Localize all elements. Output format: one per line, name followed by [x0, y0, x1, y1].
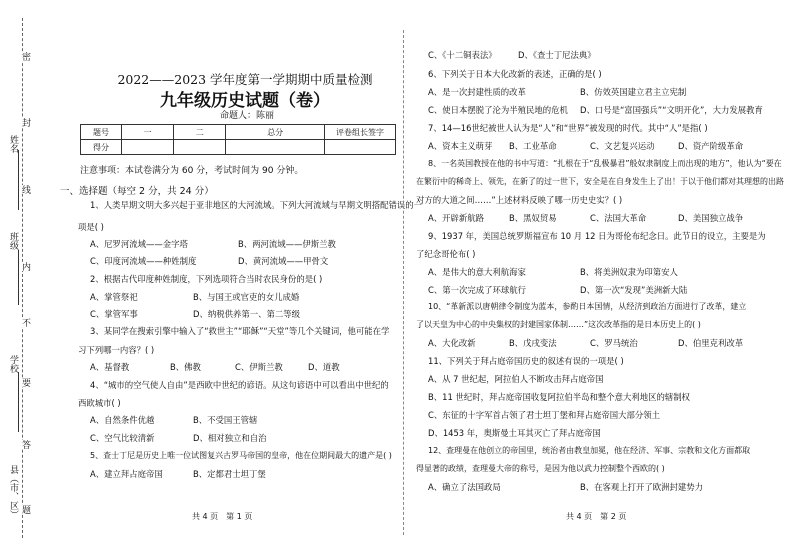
binding-label-school: 学校 — [8, 355, 18, 373]
score-table — [80, 124, 396, 155]
option[interactable]: D、《查士丁尼法典》 — [518, 50, 596, 60]
option[interactable]: A、资本主义萌芽 — [428, 141, 493, 151]
question-stem: 12、查理曼在他创立的帝国里，统治者由教皇加冕，他在经济、军事、宗教和文化方面都取 — [428, 446, 751, 455]
option[interactable]: B、11 世纪时，拜占庭帝国收复阿拉伯半岛和整个意大利地区的辖制权 — [428, 392, 690, 402]
page-footer: 共 4 页 第 1 页 — [192, 512, 253, 521]
option[interactable]: C、东征的十字军首占领了君士坦丁堡和拜占庭帝国大部分领土 — [428, 410, 660, 420]
option[interactable]: B、戊戌变法 — [509, 338, 557, 348]
option[interactable]: D、第一次“发现”美洲新大陆 — [580, 285, 688, 295]
question-stem: 3、某同学在搜索引擎中输入了“救世主”“耶稣”“天堂”等几个关键词，他可能在学 — [90, 326, 390, 336]
option[interactable]: B、定都君士坦丁堡 — [193, 469, 266, 479]
question-stem: 9、1937 年，美国总统罗斯福宣布 10 月 12 日为哥伦布纪念日。此节日的设立，主要是为 — [428, 231, 766, 241]
score-header-cell: 题号 — [81, 125, 122, 140]
option[interactable]: D、伯里克利改革 — [678, 338, 744, 348]
score-header-cell: 总分 — [226, 125, 325, 140]
name-field[interactable] — [6, 150, 19, 210]
question-stem: 在繁衍中的稀奇上、领先，在新了的过一世下，安全是在自身发生上了出！于以于他们都对其理想的出路 — [416, 177, 784, 186]
option[interactable]: A、大化改新 — [428, 338, 476, 348]
score-input-cell[interactable] — [174, 140, 226, 155]
seal-char: 题 — [20, 505, 30, 514]
option[interactable]: D、资产阶级革命 — [678, 141, 744, 151]
section-heading: 一、选择题（每空 2 分，共 24 分） — [60, 186, 214, 197]
option[interactable]: B、仿效英国建立君主立宪制 — [580, 87, 687, 97]
option[interactable]: D、美国独立战争 — [678, 213, 744, 223]
option[interactable]: C、伊斯兰教 — [235, 362, 283, 372]
question-stem: 项是( ) — [78, 222, 104, 232]
option[interactable]: B、不受国王管辖 — [193, 415, 258, 425]
question-stem: 了以天皇为中心的中央集权的封建国家体制……”这次改革指的是日本历史上的( ) — [416, 320, 701, 329]
binding-strip — [0, 0, 40, 560]
option[interactable]: C、掌管军事 — [90, 309, 138, 319]
binding-label-class: 班级 — [8, 232, 18, 250]
option[interactable]: A、确立了法国政局 — [428, 482, 501, 492]
option[interactable]: B、黑奴贸易 — [509, 213, 557, 223]
option[interactable]: D、相对独立和自治 — [193, 433, 267, 443]
score-header-cell: 评卷组长签字 — [325, 125, 396, 140]
page-footer: 共 4 页 第 2 页 — [566, 512, 627, 521]
score-input-cell[interactable] — [325, 140, 396, 155]
option[interactable]: B、工业革命 — [509, 141, 557, 151]
option[interactable]: D、黄河流域——甲骨文 — [238, 256, 329, 266]
question-stem: 2、根据古代印度种姓制度，下列选项符合当时农民身份的是( ) — [90, 274, 323, 284]
option[interactable]: A、开辟新航路 — [428, 213, 484, 223]
option[interactable]: B、将美洲奴隶为印第安人 — [580, 267, 678, 277]
question-stem: 习下列哪一内容？( ) — [78, 345, 155, 355]
author: 命题人：陈丽 — [220, 111, 275, 121]
binding-label-name: 姓名 — [8, 135, 18, 153]
question-stem: 8、一名英国教授在他的书中写道：“扎根在于“乱极暴君”般奴隶制度上而出现的地方”，他认为“要在 — [428, 159, 782, 168]
option[interactable]: B、在客观上打开了欧洲封建势力 — [580, 482, 703, 492]
exam-title: 2022——2023 学年度第一学期期中质量检测 — [117, 72, 373, 87]
score-input-cell[interactable] — [122, 140, 174, 155]
score-label-cell: 得分 — [81, 140, 122, 155]
question-stem: 1、人类早期文明大多兴起于亚非地区的大河流域。下列大河流域与早期文明搭配错误的一 — [90, 200, 422, 210]
exam-subtitle: 九年级历史试题（卷） — [160, 91, 330, 111]
notice: 注意事项：本试卷满分为 60 分，考试时间为 90 分钟。 — [80, 166, 304, 176]
question-stem: 11、下列关于拜占庭帝国历史的叙述有误的一项是( ) — [428, 356, 624, 366]
question-stem: 10、“革新派以唐朝律令制度为蓝本，参酌日本国情，从经济到政治方面进行了改革，建立 — [428, 302, 747, 311]
score-header-cell: 二 — [174, 125, 226, 140]
option[interactable]: D、纳税供养第一、第二等级 — [193, 309, 300, 319]
option[interactable]: D、1453 年，奥斯曼土耳其灭亡了拜占庭帝国 — [428, 428, 601, 438]
option[interactable]: A、从 7 世纪起，阿拉伯人不断攻击拜占庭帝国 — [428, 374, 604, 384]
option[interactable]: C、空气比较清新 — [90, 433, 155, 443]
seal-char: 内 — [20, 262, 30, 271]
binding-label-county: 县（市、区） — [8, 465, 18, 519]
question-stem: 6、下列关于日本大化改新的表述，正确的是( ) — [428, 69, 602, 79]
question-stem: 了纪念哥伦布( ) — [416, 249, 476, 259]
seal-line — [22, 18, 23, 538]
option[interactable]: C、印度河流域——种姓制度 — [90, 256, 197, 266]
page-divider — [403, 30, 404, 535]
option[interactable]: C、罗马统治 — [590, 338, 638, 348]
seal-char: 要 — [20, 378, 30, 387]
option[interactable]: C、法国大革命 — [590, 213, 647, 223]
option[interactable]: C、使日本摆脱了沦为半殖民地的危机 — [428, 105, 568, 115]
class-field[interactable] — [6, 250, 19, 305]
option[interactable]: A、是一次封建性质的改革 — [428, 87, 526, 97]
question-stem: 对方的大道之间……”上述材料反映了哪一历史史实？( ) — [416, 195, 623, 205]
seal-char: 线 — [20, 185, 30, 194]
option[interactable]: A、自然条件优越 — [90, 415, 155, 425]
option[interactable]: C、《十二铜表法》 — [428, 50, 497, 60]
question-stem: 7、14—16世纪被世人认为是“人”和“世界”被发现的时代。其中“人”是指( ) — [428, 123, 708, 133]
option[interactable]: A、建立拜占庭帝国 — [90, 469, 163, 479]
school-field[interactable] — [6, 372, 19, 432]
seal-char: 密 — [20, 52, 30, 61]
option[interactable]: B、与国王或官吏的女儿成婚 — [193, 292, 300, 302]
option[interactable]: C、第一次完成了环球航行 — [428, 285, 526, 295]
question-stem: 西欧城市( ) — [78, 398, 121, 408]
score-header-cell: 一 — [122, 125, 174, 140]
seal-char: 封 — [20, 118, 30, 127]
option[interactable]: D、道教 — [308, 362, 340, 372]
option[interactable]: A、尼罗河流域——金字塔 — [90, 239, 188, 249]
option[interactable]: C、文艺复兴运动 — [590, 141, 655, 151]
score-input-cell[interactable] — [226, 140, 325, 155]
option[interactable]: B、两河流域——伊斯兰教 — [238, 239, 336, 249]
option[interactable]: A、基督教 — [90, 362, 130, 372]
seal-char: 答 — [20, 440, 30, 449]
option[interactable]: B、佛教 — [170, 362, 201, 372]
question-stem: 得显著的政绩，查理曼大帝的称号，是因为他以武力控制整个西欧的( ) — [416, 464, 665, 473]
option[interactable]: D、口号是“富国强兵”“文明开化”，大力发展教育 — [580, 105, 763, 115]
option[interactable]: A、是伟大的意大利航海家 — [428, 267, 526, 277]
question-stem: 4、“城市的空气使人自由”是西欧中世纪的谚语。从这句谚语中可以看出中世纪的 — [90, 380, 389, 390]
option[interactable]: A、掌管祭祀 — [90, 292, 138, 302]
seal-char: 不 — [20, 318, 30, 327]
question-stem: 5、查士丁尼是历史上唯一位试图复兴古罗马帝国的皇帝，他在位期间最大的遗产是( ) — [90, 451, 392, 460]
